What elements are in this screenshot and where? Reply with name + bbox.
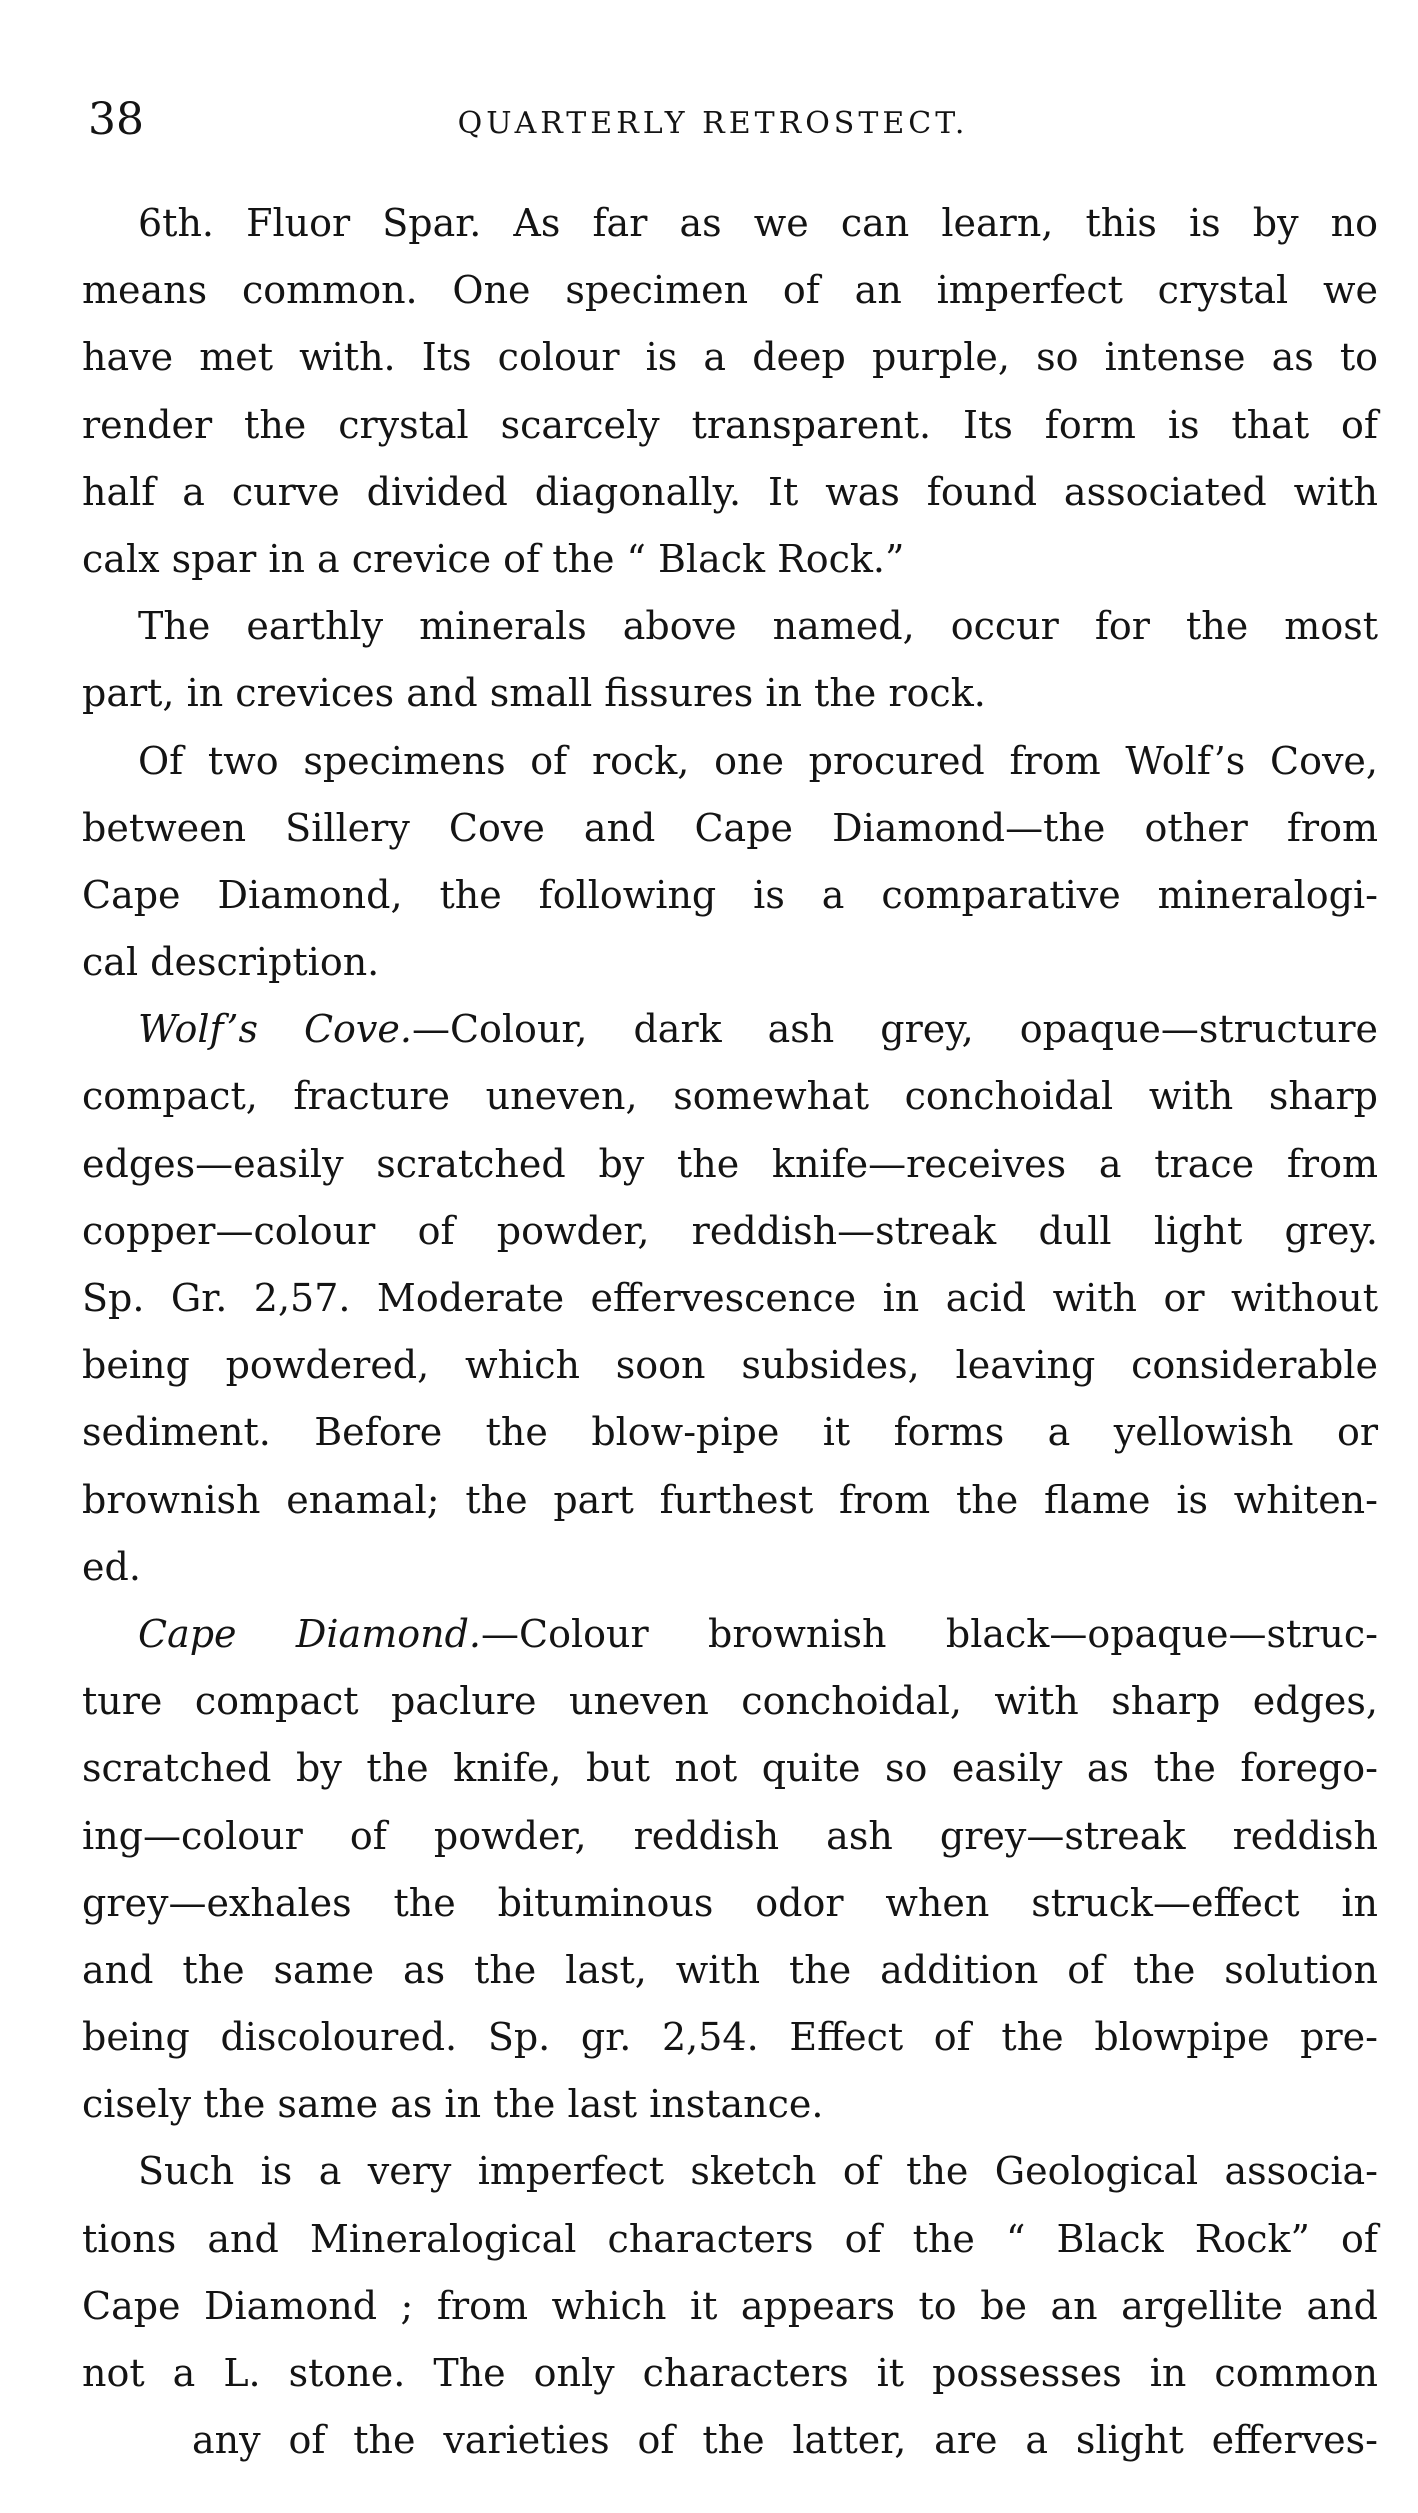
line-continuation: —Colour, dark ash grey, opaque—structure — [411, 1007, 1378, 1052]
text-line: The earthly minerals above named, occur for the most — [138, 604, 1378, 649]
paragraph-fluor-spar — [82, 190, 1378, 593]
text-line — [82, 996, 1378, 1063]
text-line: and the same as the last, with the addition of the solution — [82, 1947, 1378, 1992]
text-line: not a L. stone. The only characters it possesses in common — [82, 2351, 1378, 2395]
text-line: calx spar in a crevice of the “ Black Rock.” — [82, 536, 905, 581]
text-line: copper—colour of powder, reddish—streak dull light grey. — [82, 1208, 1378, 1253]
page-number: 38 — [88, 94, 144, 145]
text-line: Of two specimens of rock, one procured from Wolf’s Cove, — [138, 738, 1378, 783]
text-line: brownish enamal; the part furthest from the flame is whiten- — [82, 1477, 1378, 1522]
text-line: any of the varieties of the latter, are a slight efferves- — [192, 2418, 1378, 2463]
paragraph-lead: Cape Diamond. — [138, 1611, 481, 1656]
text-line: half a curve divided diagonally. It was found associated with — [82, 469, 1378, 514]
text-line: means common. One specimen of an imperfect crystal we — [82, 268, 1378, 313]
page-header — [88, 92, 1338, 148]
text-line: being powdered, which soon subsides, leaving considerable — [82, 1343, 1378, 1388]
text-line: render the crystal scarcely transparent. Its form is that of — [82, 402, 1378, 447]
text-line: between Sillery Cove and Cape Diamond—the other from — [82, 805, 1378, 850]
text-line: cal description. — [82, 940, 380, 985]
paragraph-earthly-minerals — [82, 593, 1378, 727]
text-line: scratched by the knife, but not quite so easily as the forego- — [82, 1746, 1378, 1791]
text-line: Sp. Gr. 2,57. Moderate effervescence in acid with or without — [82, 1276, 1378, 1320]
paragraph-wolfs-cove — [82, 996, 1378, 1601]
text-line: have met with. Its colour is a deep purple, so intense as to — [82, 335, 1378, 380]
running-head: QUARTERLY RETROSTECT. — [457, 106, 969, 141]
text-line: ing—colour of powder, reddish ash grey—streak reddish — [82, 1813, 1378, 1858]
text-line: ed. — [82, 1544, 141, 1589]
text-line: grey—exhales the bituminous odor when struck—effect in — [82, 1880, 1378, 1925]
text-line: Such is a very imperfect sketch of the Geological associa- — [138, 2149, 1378, 2194]
line-continuation: —Colour brownish black—opaque—struc- — [481, 1611, 1379, 1656]
paragraph-two-specimens — [82, 728, 1378, 997]
paragraph-lead: Wolf’s Cove. — [138, 1007, 412, 1052]
text-line: part, in crevices and small fissures in the rock. — [82, 671, 986, 716]
text-line: compact, fracture uneven, somewhat conchoidal with sharp — [82, 1074, 1378, 1119]
text-line: Cape Diamond ; from which it appears to be an argellite and — [82, 2283, 1378, 2328]
text-line: being discoloured. Sp. gr. 2,54. Effect of the blowpipe pre- — [82, 2015, 1378, 2060]
text-line: ture compact paclure uneven conchoidal, with sharp edges, — [82, 1679, 1378, 1724]
body-text — [82, 190, 1378, 2474]
text-line — [82, 1601, 1378, 1668]
paragraph-cape-diamond — [82, 1601, 1378, 2139]
paragraph-summary — [82, 2138, 1378, 2474]
text-line: sediment. Before the blow-pipe it forms a yellowish or — [82, 1410, 1378, 1455]
text-line: Cape Diamond, the following is a comparative mineralogi- — [82, 872, 1378, 917]
text-line: 6th. Fluor Spar. As far as we can learn, this is by no — [138, 201, 1378, 245]
text-line: edges—easily scratched by the knife—receives a trace from — [82, 1141, 1378, 1186]
text-line: tions and Mineralogical characters of the “ Black Rock” of — [82, 2216, 1378, 2261]
text-line: cisely the same as in the last instance. — [82, 2082, 824, 2127]
